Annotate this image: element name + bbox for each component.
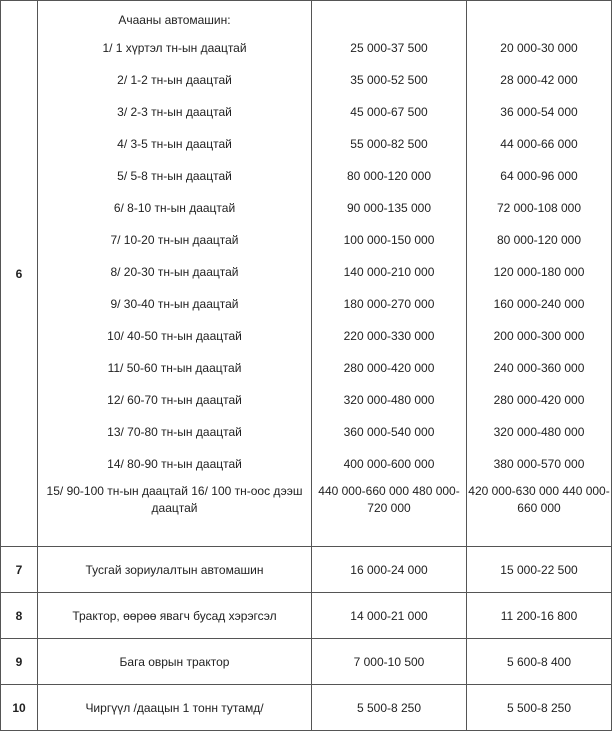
table-row-10 — [1, 685, 612, 731]
rate-b-value: 80 000-120 000 — [496, 233, 582, 247]
rate-b-value: 5 600-8 400 — [467, 639, 612, 685]
rate-a-value: 100 000-150 000 — [343, 233, 435, 247]
item-label: 3/ 2-3 тн-ын даацтай — [117, 105, 232, 119]
rate-a-value: 220 000-330 000 — [343, 329, 435, 343]
item-label: 1/ 1 хүртэл тн-ын даацтай — [102, 41, 247, 55]
category-title: Ачааны автомашин: — [118, 13, 231, 27]
rate-b-value: 420 000-630 000 440 000-660 000 — [468, 484, 610, 515]
rate-a-value: 400 000-600 000 — [343, 457, 435, 471]
rate-a-value: 440 000-660 000 480 000-720 000 — [318, 484, 460, 515]
rate-a-value: 55 000-82 500 — [350, 137, 428, 151]
item-label: 10/ 40-50 тн-ын даацтай — [107, 329, 242, 343]
rate-a-value: 14 000-21 000 — [312, 593, 467, 639]
rate-b-value: 28 000-42 000 — [500, 73, 578, 87]
rate-a-value: 320 000-480 000 — [343, 393, 435, 407]
item-label: Чиргүүл /даацын 1 тонн тутамд/ — [38, 685, 312, 731]
rate-b-value: 320 000-480 000 — [493, 425, 585, 439]
item-label: 15/ 90-100 тн-ын даацтай 16/ 100 тн-оос дээш даацтай — [46, 484, 303, 515]
rate-b-value: 160 000-240 000 — [493, 297, 585, 311]
row-number: 6 — [1, 1, 38, 547]
rate-a-value: 45 000-67 500 — [350, 105, 428, 119]
rate-b-value: 11 200-16 800 — [467, 593, 612, 639]
item-label: 11/ 50-60 тн-ын даацтай — [107, 361, 242, 375]
item-label: 4/ 3-5 тн-ын даацтай — [117, 137, 232, 151]
table-row-7 — [1, 547, 612, 593]
rate-a-value: 35 000-52 500 — [350, 73, 428, 87]
rate-b-value: 15 000-22 500 — [467, 547, 612, 593]
rate-a-value: 80 000-120 000 — [346, 169, 432, 183]
rate-a-value: 25 000-37 500 — [350, 41, 428, 55]
item-label: 7/ 10-20 тн-ын даацтай — [110, 233, 239, 247]
rate-b-value: 200 000-300 000 — [493, 329, 585, 343]
rate-b-value: 240 000-360 000 — [493, 361, 585, 375]
rate-a-column — [312, 1, 467, 547]
rate-a-value: 280 000-420 000 — [343, 361, 435, 375]
rate-b-value: 64 000-96 000 — [500, 169, 578, 183]
row-number: 10 — [1, 685, 38, 731]
rate-b-value: 72 000-108 000 — [496, 201, 582, 215]
item-label: Трактор, өөрөө явагч бусад хэрэгсэл — [38, 593, 312, 639]
rate-b-value: 5 500-8 250 — [467, 685, 612, 731]
item-label: 5/ 5-8 тн-ын даацтай — [117, 169, 232, 183]
rate-a-value: 7 000-10 500 — [312, 639, 467, 685]
item-label: 13/ 70-80 тн-ын даацтай — [107, 425, 242, 439]
item-label: 14/ 80-90 тн-ын даацтай — [107, 457, 242, 471]
row-number: 8 — [1, 593, 38, 639]
item-label: 6/ 8-10 тн-ын даацтай — [113, 201, 236, 215]
rate-a-value: 90 000-135 000 — [346, 201, 432, 215]
rate-a-value: 5 500-8 250 — [312, 685, 467, 731]
item-label: 12/ 60-70 тн-ын даацтай — [107, 393, 242, 407]
table-row-9 — [1, 639, 612, 685]
rate-a-value: 140 000-210 000 — [343, 265, 435, 279]
item-label: 8/ 20-30 тн-ын даацтай — [110, 265, 239, 279]
rate-b-value: 20 000-30 000 — [500, 41, 578, 55]
rate-a-value: 16 000-24 000 — [312, 547, 467, 593]
item-label: 9/ 30-40 тн-ын даацтай — [110, 297, 239, 311]
rate-b-value: 380 000-570 000 — [493, 457, 585, 471]
rate-a-value: 180 000-270 000 — [343, 297, 435, 311]
table-row-group-6 — [1, 1, 612, 547]
row-number: 7 — [1, 547, 38, 593]
rate-b-value: 36 000-54 000 — [500, 105, 578, 119]
row-number: 9 — [1, 639, 38, 685]
item-label: Бага оврын трактор — [38, 639, 312, 685]
rate-b-value: 280 000-420 000 — [493, 393, 585, 407]
rate-b-value: 44 000-66 000 — [500, 137, 578, 151]
rate-b-column — [467, 1, 612, 547]
table-row-8 — [1, 593, 612, 639]
item-label: 2/ 1-2 тн-ын даацтай — [117, 73, 232, 87]
truck-category-cell — [38, 1, 312, 547]
rate-a-value: 360 000-540 000 — [343, 425, 435, 439]
rate-b-value: 120 000-180 000 — [493, 265, 585, 279]
item-label: Тусгай зориулалтын автомашин — [38, 547, 312, 593]
